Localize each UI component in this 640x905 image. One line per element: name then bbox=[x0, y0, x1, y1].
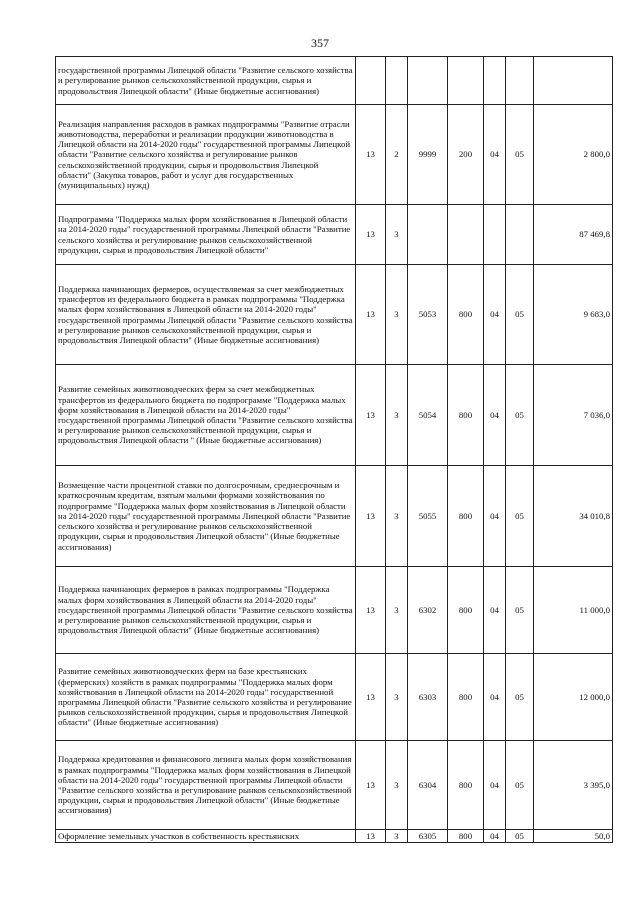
code-cell: 04 bbox=[484, 567, 506, 654]
code-cell: 800 bbox=[448, 265, 484, 365]
code-cell: 3 bbox=[386, 567, 408, 654]
code-cell: 04 bbox=[484, 105, 506, 205]
code-cell: 5053 bbox=[408, 265, 448, 365]
code-cell: 6302 bbox=[408, 567, 448, 654]
code-cell: 04 bbox=[484, 654, 506, 741]
code-cell: 6303 bbox=[408, 654, 448, 741]
code-cell: 05 bbox=[506, 654, 534, 741]
page-number: 357 bbox=[311, 36, 329, 50]
table-row bbox=[56, 466, 613, 567]
amount-cell: 2 800,0 bbox=[534, 105, 613, 205]
code-cell: 04 bbox=[484, 830, 506, 843]
code-cell bbox=[408, 205, 448, 265]
code-cell: 800 bbox=[448, 365, 484, 466]
code-cell bbox=[506, 205, 534, 265]
amount-cell: 87 469,8 bbox=[534, 205, 613, 265]
code-cell: 13 bbox=[356, 265, 386, 365]
code-cell bbox=[408, 57, 448, 105]
amount-cell: 34 010,8 bbox=[534, 466, 613, 567]
amount-cell: 50,0 bbox=[534, 830, 613, 843]
amount-cell: 12 000,0 bbox=[534, 654, 613, 741]
code-cell: 3 bbox=[386, 205, 408, 265]
row-description: государственной программы Липецкой области "Развитие сельского хозяйства и регулирование рынков сельскохозяйственной продукции, сырья и продовольствия Липецкой области" (Иные бюджетные ассигнования) bbox=[56, 57, 356, 105]
code-cell: 13 bbox=[356, 466, 386, 567]
code-cell: 3 bbox=[386, 830, 408, 843]
code-cell: 04 bbox=[484, 365, 506, 466]
code-cell bbox=[356, 57, 386, 105]
code-cell: 6305 bbox=[408, 830, 448, 843]
code-cell: 5054 bbox=[408, 365, 448, 466]
amount-cell: 3 395,0 bbox=[534, 741, 613, 830]
code-cell: 800 bbox=[448, 654, 484, 741]
code-cell: 800 bbox=[448, 466, 484, 567]
row-description: Подпрограмма "Поддержка малых форм хозяйствования в Липецкой области на 2014-2020 годы" государственной программы Липецкой области "Развитие сельского хозяйства и регулирование рынков сельскохозяйственной продукции, сырья и продовольствия Липецкой области" bbox=[56, 205, 356, 265]
row-description: Реализация направления расходов в рамках подпрограммы "Развитие отрасли животноводства, переработки и реализации продукции животноводства в Липецкой области на 2014-2020 годы" государственной программы Липецкой области "Развитие сельского хозяйства и регулирование рынков сельскохозяйственной продукции, сырья и продовольствия Липецкой области" (Закупка товаров, работ и услуг для государственных (муниципальных) нужд) bbox=[56, 105, 356, 205]
table-row bbox=[56, 205, 613, 265]
code-cell bbox=[448, 205, 484, 265]
code-cell: 05 bbox=[506, 365, 534, 466]
code-cell bbox=[484, 57, 506, 105]
table-row bbox=[56, 57, 613, 105]
code-cell: 6304 bbox=[408, 741, 448, 830]
table-row bbox=[56, 265, 613, 365]
code-cell: 5055 bbox=[408, 466, 448, 567]
code-cell: 200 bbox=[448, 105, 484, 205]
row-description: Развитие семейных животноводческих ферм за счет межбюджетных трансфертов из федерального бюджета по подпрограмме "Поддержка малых форм хозяйствования в Липецкой области на 2014-2020 годы" государственной программы Липецкой области "Развитие сельского хозяйства и регулирование рынков сельскохозяйственной продукции, сырья и продовольствия Липецкой области " (Иные бюджетные ассигнования) bbox=[56, 365, 356, 466]
table-row bbox=[56, 741, 613, 830]
code-cell: 3 bbox=[386, 466, 408, 567]
amount-cell: 7 036,0 bbox=[534, 365, 613, 466]
code-cell: 05 bbox=[506, 830, 534, 843]
amount-cell bbox=[534, 57, 613, 105]
code-cell: 13 bbox=[356, 567, 386, 654]
code-cell: 05 bbox=[506, 105, 534, 205]
code-cell: 04 bbox=[484, 265, 506, 365]
amount-cell: 11 000,0 bbox=[534, 567, 613, 654]
code-cell bbox=[506, 57, 534, 105]
code-cell: 04 bbox=[484, 741, 506, 830]
code-cell: 13 bbox=[356, 654, 386, 741]
code-cell: 05 bbox=[506, 265, 534, 365]
code-cell bbox=[484, 205, 506, 265]
code-cell: 05 bbox=[506, 741, 534, 830]
code-cell: 3 bbox=[386, 654, 408, 741]
code-cell: 13 bbox=[356, 741, 386, 830]
code-cell: 04 bbox=[484, 466, 506, 567]
code-cell: 05 bbox=[506, 466, 534, 567]
budget-table bbox=[55, 56, 613, 843]
table-row bbox=[56, 654, 613, 741]
code-cell: 05 bbox=[506, 567, 534, 654]
row-description: Поддержка начинающих фермеров в рамках подпрограммы "Поддержка малых форм хозяйствования в Липецкой области на 2014-2020 годы" государственной программы Липецкой области "Развитие сельского хозяйства и регулирование рынков сельскохозяйственной продукции, сырья и продовольствия Липецкой области" (Иные бюджетные ассигнования) bbox=[56, 567, 356, 654]
row-description: Поддержка кредитования и финансового лизинга малых форм хозяйствования в рамках подпрограммы "Поддержка малых форм хозяйствования в Липецкой области на 2014-2020 годы" государственной программы Липецкой области "Развитие сельского хозяйства и регулирование рынков сельскохозяйственной продукции, сырья и продовольствия Липецкой области" (Иные бюджетные ассигнования) bbox=[56, 741, 356, 830]
code-cell: 13 bbox=[356, 830, 386, 843]
code-cell: 9999 bbox=[408, 105, 448, 205]
code-cell: 3 bbox=[386, 365, 408, 466]
code-cell bbox=[386, 57, 408, 105]
code-cell: 13 bbox=[356, 365, 386, 466]
table-row bbox=[56, 830, 613, 843]
table-row bbox=[56, 105, 613, 205]
row-description: Развитие семейных животноводческих ферм на базе крестьянских (фермерских) хозяйств в рамках подпрограммы "Поддержка малых форм хозяйствования в Липецкой области на 2014-2020 годы" государственной программы Липецкой области "Развитие сельского хозяйства и регулирование рынков сельскохозяйственной продукции, сырья и продовольствия Липецкой области" (Иные бюджетные ассигнования) bbox=[56, 654, 356, 741]
code-cell: 13 bbox=[356, 205, 386, 265]
row-description: Поддержка начинающих фермеров, осуществляемая за счет межбюджетных трансфертов из федерального бюджета в рамках подпрограммы "Поддержка малых форм хозяйствования в Липецкой области на 2014-2020 годы" государственной программы Липецкой области "Развитие сельского хозяйства и регулирование рынков сельскохозяйственной продукции, сырья и продовольствия Липецкой области" (Иные бюджетные ассигнования) bbox=[56, 265, 356, 365]
code-cell: 3 bbox=[386, 741, 408, 830]
code-cell: 13 bbox=[356, 105, 386, 205]
code-cell: 800 bbox=[448, 567, 484, 654]
code-cell: 3 bbox=[386, 265, 408, 365]
table-row bbox=[56, 567, 613, 654]
code-cell bbox=[448, 57, 484, 105]
code-cell: 800 bbox=[448, 830, 484, 843]
row-description: Возмещение части процентной ставки по долгосрочным, среднесрочным и краткосрочным кредитам, взятым малыми формами хозяйствования по подпрограмме "Поддержка малых форм хозяйствования в Липецкой области на 2014-2020 годы" государственной программы Липецкой области "Развитие сельского хозяйства и регулирование рынков сельскохозяйственной продукции, сырья и продовольствия Липецкой области" (Иные бюджетные ассигнования) bbox=[56, 466, 356, 567]
table-row bbox=[56, 365, 613, 466]
row-description: Оформление земельных участков в собственность крестьянских bbox=[56, 830, 356, 843]
code-cell: 800 bbox=[448, 741, 484, 830]
amount-cell: 9 683,0 bbox=[534, 265, 613, 365]
code-cell: 2 bbox=[386, 105, 408, 205]
